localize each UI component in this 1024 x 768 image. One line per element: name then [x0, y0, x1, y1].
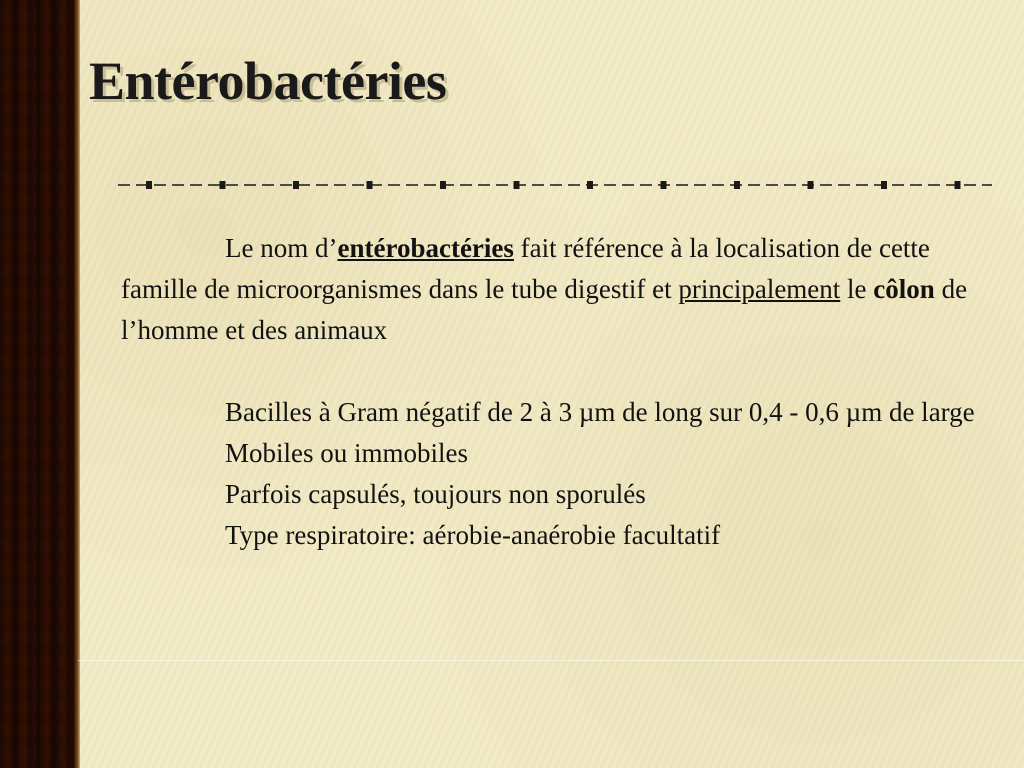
p1-connector: le [840, 274, 874, 304]
divider-dot [220, 181, 226, 189]
p1-text-after: de l’homme et des animaux [121, 274, 968, 345]
wood-side-panel [0, 0, 78, 768]
line-bacilles [121, 392, 1006, 433]
divider-dot [587, 181, 593, 189]
emphasis-colon: côlon [873, 274, 935, 304]
term-enterobacteries: entérobactéries [337, 233, 514, 263]
divider-dot [881, 181, 887, 189]
line-bacilles-text: Bacilles à Gram négatif de 2 à 3 µm de long sur 0,4 - 0,6 µm de large [225, 397, 975, 427]
wood-panel-edge [74, 0, 80, 768]
p1-text-before: Le nom d’ [225, 233, 338, 263]
divider-dot [367, 181, 373, 189]
paragraph-spacer [121, 351, 1006, 392]
slide-body [121, 228, 1006, 556]
bottom-divider [78, 660, 1024, 661]
divider-dot [514, 181, 520, 189]
divider-dot [955, 181, 961, 189]
divider-dot [734, 181, 740, 189]
slide-title: Entérobactéries [89, 51, 447, 111]
line-capsules-text: Parfois capsulés, toujours non sporulés [225, 479, 646, 509]
line-mobiles [121, 433, 1006, 474]
p1-text-middle: fait référence à la localisation de cette famille de microorganismes dans le tube digestif et [121, 233, 930, 304]
line-respiratoire-text: Type respiratoire: aérobie-anaérobie facultatif [225, 520, 721, 550]
emphasis-principalement: principalement [678, 274, 841, 304]
line-capsules [121, 474, 1006, 515]
divider-dot [808, 181, 814, 189]
line-mobiles-text: Mobiles ou immobiles [225, 438, 468, 468]
paragraph-localisation [121, 228, 1006, 351]
divider-dot [293, 181, 299, 189]
dashed-divider [118, 176, 992, 194]
divider-dot [661, 181, 667, 189]
divider-dot [146, 181, 152, 189]
line-respiratoire [121, 515, 1006, 556]
divider-dot [440, 181, 446, 189]
